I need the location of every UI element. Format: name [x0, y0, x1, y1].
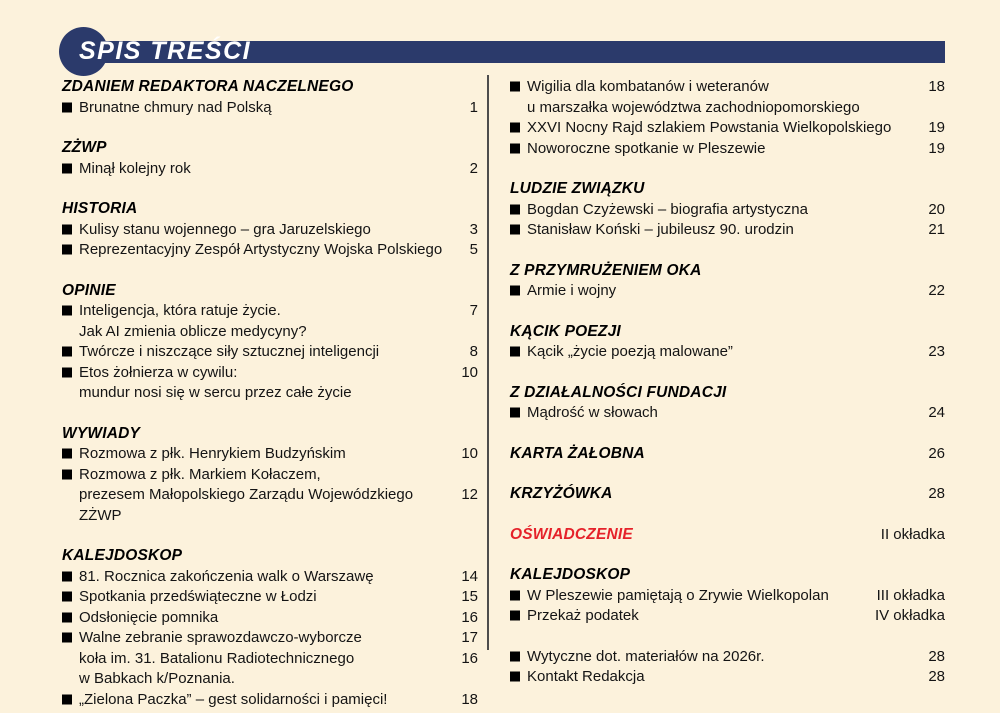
toc-entry	[62, 567, 478, 588]
bullet-square-icon	[510, 672, 520, 682]
bullet-square-icon	[62, 633, 72, 643]
page-number: 2	[469, 159, 478, 177]
section-title: KARTA ŻAŁOBNA	[510, 444, 645, 462]
entry-title: Inteligencja, która ratuje życie.	[79, 302, 281, 319]
page-number: 23	[928, 343, 945, 360]
entry-text-line	[510, 118, 891, 139]
entry-text-line	[510, 586, 829, 607]
entry-title: Rozmowa z płk. Markiem Kołaczem,	[79, 465, 321, 483]
toc-section	[510, 383, 945, 424]
entry-text-line	[62, 485, 453, 526]
toc-entry	[510, 200, 945, 221]
toc-section	[510, 484, 945, 505]
bullet-square-icon	[510, 123, 520, 133]
page-number: 28	[928, 647, 945, 665]
bullet-square-icon	[62, 102, 72, 112]
section-title: OŚWIADCZENIE	[510, 525, 633, 543]
toc-entry	[62, 628, 478, 649]
page-number: 17	[461, 629, 478, 646]
column-divider	[487, 75, 489, 650]
entry-title: Noworoczne spotkanie w Pleszewie	[527, 139, 766, 157]
section-title: KĄCIK POEZJI	[510, 322, 621, 340]
toc-entry	[62, 301, 478, 322]
page-number: 19	[928, 139, 945, 157]
bullet-square-icon	[510, 204, 520, 214]
toc-column-left	[62, 77, 478, 710]
entry-title: Rozmowa z płk. Henrykiem Budzyńskim	[79, 445, 346, 462]
entry-title: Twórcze i niszczące siły sztucznej inteligencji	[79, 343, 380, 360]
toc-entry	[510, 281, 945, 302]
toc-entry	[62, 220, 478, 241]
entry-title: Przekaż podatek	[527, 607, 639, 624]
bullet-square-icon	[62, 306, 72, 316]
page-title: SPIS TREŚCI	[79, 37, 252, 65]
section-header	[510, 565, 945, 586]
toc-entry	[62, 383, 478, 404]
bullet-square-icon	[510, 590, 520, 600]
toc-entry	[510, 118, 945, 139]
entry-title: Kulisy stanu wojennego – gra Jaruzelskiego	[79, 220, 371, 238]
bullet-square-icon	[62, 224, 72, 234]
entry-title: Armie i wojny	[527, 282, 617, 299]
page-number: 28	[928, 485, 945, 502]
entry-title: Mądrość w słowach	[527, 404, 658, 421]
entry-text-line	[510, 77, 769, 98]
toc-entry	[510, 220, 945, 241]
entry-text-line	[62, 628, 362, 649]
page-number: 18	[928, 78, 945, 95]
page-number: 7	[469, 302, 478, 319]
entry-text-line	[62, 159, 191, 180]
section-header	[62, 424, 478, 445]
page-number: 1	[469, 98, 478, 116]
toc-entry	[62, 342, 478, 363]
entry-text-line	[62, 690, 387, 711]
bullet-square-icon	[510, 611, 520, 621]
section-title: KALEJDOSKOP	[510, 566, 631, 583]
entry-text-line	[510, 98, 860, 119]
entry-text-line	[510, 606, 639, 627]
entry-text-line	[510, 200, 808, 221]
toc-entry	[62, 363, 478, 384]
section-title: Z DZIAŁALNOŚCI FUNDACJI	[510, 383, 727, 401]
entry-text-line	[62, 669, 235, 690]
section-header	[510, 261, 945, 282]
bullet-square-icon	[510, 347, 520, 357]
toc-entry	[510, 77, 945, 98]
bullet-square-icon	[510, 82, 520, 92]
entry-text-line	[510, 220, 794, 241]
toc-section	[510, 179, 945, 241]
toc-section	[62, 77, 478, 118]
bullet-square-icon	[62, 469, 72, 479]
section-header	[62, 138, 478, 159]
section-title: OPINIE	[62, 281, 116, 299]
entry-text-line	[510, 281, 616, 302]
bullet-square-icon	[510, 286, 520, 296]
toc-entry	[510, 647, 945, 668]
bullet-square-icon	[62, 592, 72, 602]
section-title: Z PRZYMRUŻENIEM OKA	[510, 261, 702, 279]
toc-entry	[510, 606, 945, 627]
entry-text-line	[62, 240, 442, 261]
section-header	[510, 444, 945, 465]
toc-entry	[510, 667, 945, 688]
section-header	[510, 179, 945, 200]
bullet-square-icon	[62, 245, 72, 255]
toc-section	[62, 424, 478, 527]
page-number: 19	[928, 119, 945, 136]
toc-section	[62, 546, 478, 710]
section-title: WYWIADY	[62, 424, 141, 442]
entry-text-line	[62, 322, 307, 343]
toc-section	[510, 261, 945, 302]
page-number: 28	[928, 668, 945, 685]
section-header	[510, 322, 945, 343]
toc-entry	[62, 98, 478, 119]
entry-text-line	[62, 608, 218, 629]
entry-title: koła im. 31. Batalionu Radiotechnicznego	[79, 649, 355, 667]
section-title: ZŻWP	[62, 139, 107, 156]
page-number: 15	[461, 588, 478, 605]
bullet-square-icon	[510, 225, 520, 235]
section-title: HISTORIA	[62, 200, 138, 217]
page-number: 8	[469, 343, 478, 360]
page-number: 24	[928, 404, 945, 421]
page-number: 18	[461, 690, 478, 708]
section-header	[62, 546, 478, 567]
page-number: 22	[928, 282, 945, 299]
section-header	[510, 383, 945, 404]
entry-text-line	[62, 363, 237, 384]
toc-entry	[62, 465, 478, 486]
page-number: II okładka	[880, 525, 945, 543]
page-number: 26	[928, 444, 945, 462]
entry-text-line	[510, 139, 765, 160]
entry-title: Bogdan Czyżewski – biografia artystyczna	[527, 200, 808, 218]
page-number: IV okładka	[874, 607, 945, 624]
bullet-square-icon	[62, 612, 72, 622]
toc-entry	[62, 608, 478, 629]
toc-entry	[62, 159, 478, 180]
entry-title: prezesem Małopolskiego Zarządu Wojewódzkiego ZŻWP	[79, 486, 414, 524]
entry-text-line	[62, 301, 281, 322]
toc-section	[510, 77, 945, 159]
entry-title: Etos żołnierza w cywilu:	[79, 363, 238, 381]
entry-title: „Zielona Paczka” – gest solidarności i pamięci!	[79, 690, 388, 708]
entry-title: Kontakt Redakcja	[527, 668, 645, 685]
toc-entry	[62, 240, 478, 261]
entry-title: Walne zebranie sprawozdawczo-wyborcze	[79, 629, 362, 646]
bullet-square-icon	[62, 449, 72, 459]
page-number: 16	[461, 649, 478, 667]
entry-title: Odsłonięcie pomnika	[79, 608, 219, 626]
entry-text-line	[510, 403, 658, 424]
section-header	[62, 77, 478, 98]
entry-title: Reprezentacyjny Zespół Artystyczny Wojska Polskiego	[79, 241, 443, 258]
page-number: 20	[928, 200, 945, 218]
toc-section	[510, 647, 945, 688]
entry-title: 81. Rocznica zakończenia walk o Warszawę	[79, 567, 374, 585]
section-title: KRZYŻÓWKA	[510, 485, 613, 502]
page-number: III okładka	[876, 586, 945, 604]
page-number: 10	[461, 445, 478, 462]
section-header	[510, 484, 945, 505]
entry-text-line	[62, 98, 272, 119]
section-header	[62, 199, 478, 220]
bullet-square-icon	[62, 694, 72, 704]
entry-text-line	[510, 667, 645, 688]
toc-section	[62, 199, 478, 261]
toc-section	[510, 525, 945, 546]
page-number: 14	[461, 567, 478, 585]
toc-entry	[62, 444, 478, 465]
page-number: 16	[461, 608, 478, 626]
toc-section	[510, 322, 945, 363]
toc-column-right	[510, 77, 945, 688]
toc-entry	[62, 690, 478, 711]
bullet-square-icon	[62, 367, 72, 377]
section-title: KALEJDOSKOP	[62, 547, 183, 564]
toc-entry	[510, 139, 945, 160]
bullet-square-icon	[62, 347, 72, 357]
entry-title: W Pleszewie pamiętają o Zrywie Wielkopolan	[527, 586, 829, 604]
entry-text-line	[62, 587, 317, 608]
bullet-square-icon	[510, 651, 520, 661]
entry-text-line	[510, 342, 733, 363]
toc-section	[62, 138, 478, 179]
toc-entry	[510, 586, 945, 607]
section-header	[510, 525, 945, 546]
entry-title: Spotkania przedświąteczne w Łodzi	[79, 588, 317, 605]
section-header	[62, 281, 478, 302]
toc-entry	[510, 342, 945, 363]
toc-entry	[62, 322, 478, 343]
entry-text-line	[62, 649, 354, 670]
toc-entry	[62, 649, 478, 670]
bullet-square-icon	[510, 408, 520, 418]
entry-text-line	[62, 342, 379, 363]
entry-text-line	[62, 383, 352, 404]
bullet-square-icon	[510, 143, 520, 153]
toc-entry	[510, 98, 945, 119]
entry-text-line	[510, 647, 764, 668]
entry-title: w Babkach k/Poznania.	[79, 670, 235, 687]
entry-text-line	[62, 220, 371, 241]
section-title: ZDANIEM REDAKTORA NACZELNEGO	[62, 78, 354, 95]
toc-section	[510, 444, 945, 465]
entry-title: u marszałka województwa zachodniopomorskiego	[527, 98, 860, 116]
toc-section	[62, 281, 478, 404]
entry-text-line	[62, 444, 346, 465]
entry-text-line	[62, 465, 321, 486]
entry-title: Wytyczne dot. materiałów na 2026r.	[527, 647, 765, 665]
bullet-square-icon	[62, 571, 72, 581]
section-title: LUDZIE ZWIĄZKU	[510, 180, 645, 197]
entry-title: Wigilia dla kombatanów i weteranów	[527, 78, 769, 95]
entry-title: Stanisław Koński – jubileusz 90. urodzin	[527, 221, 794, 238]
toc-entry	[62, 669, 478, 690]
toc-section	[510, 565, 945, 627]
entry-title: Brunatne chmury nad Polską	[79, 98, 272, 116]
page-number: 3	[469, 220, 478, 238]
entry-title: Minął kolejny rok	[79, 159, 191, 177]
entry-title: Jak AI zmienia oblicze medycyny?	[79, 322, 307, 340]
toc-entry	[62, 485, 478, 526]
page-number: 12	[461, 486, 478, 503]
entry-title: Kącik „życie poezją malowane”	[527, 343, 733, 360]
entry-title: XXVI Nocny Rajd szlakiem Powstania Wielkopolskiego	[527, 119, 892, 136]
page-number: 21	[928, 221, 945, 238]
entry-title: mundur nosi się w sercu przez całe życie	[79, 384, 352, 401]
toc-entry	[62, 587, 478, 608]
bullet-square-icon	[62, 163, 72, 173]
toc-entry	[510, 403, 945, 424]
entry-text-line	[62, 567, 374, 588]
page-number: 10	[461, 363, 478, 381]
page-number: 5	[469, 241, 478, 258]
